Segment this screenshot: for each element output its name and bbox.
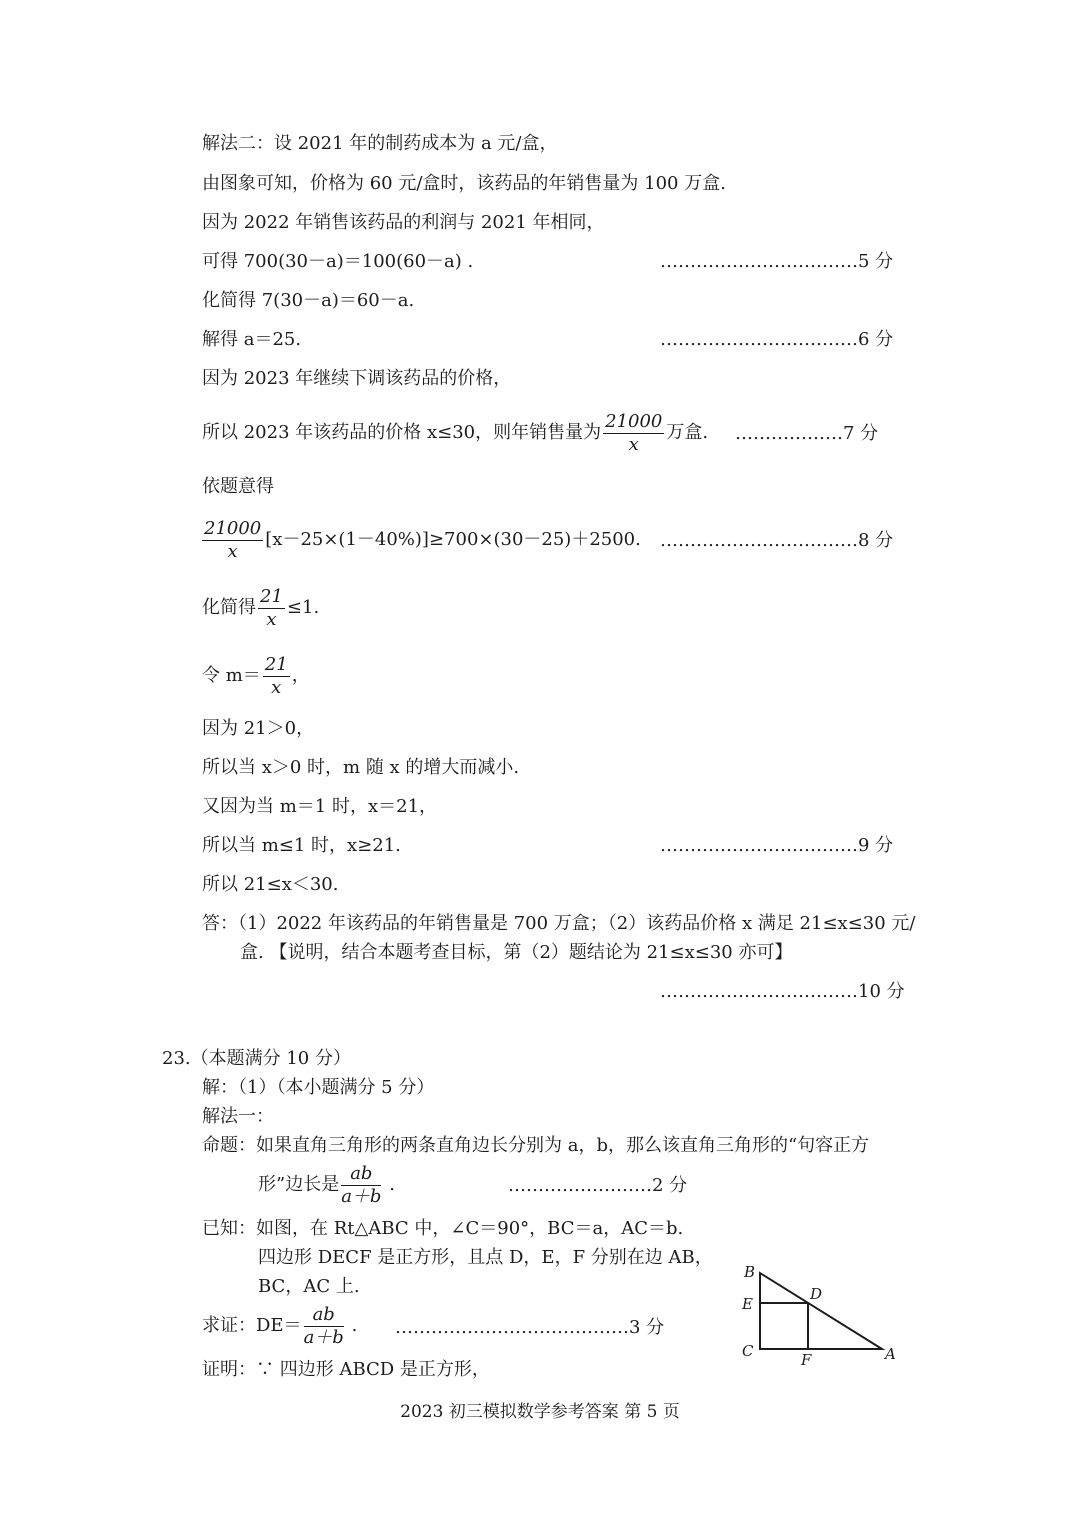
triangle-figure <box>730 1255 910 1375</box>
q23-proposition-2 <box>258 1162 395 1208</box>
m2-line-5: 化简得 7(30－a)＝60－a. <box>202 290 415 311</box>
inequality-fraction <box>202 518 263 563</box>
m2-line-11-text: 化简得 <box>202 597 256 618</box>
m2-line-14: 所以当 x＞0 时，m 随 x 的增大而减小. <box>202 757 520 778</box>
q23-prove-end: . <box>345 1315 358 1336</box>
answer-score-10: ……………………………10 分 <box>660 981 905 1002</box>
m-fraction-num: 21 <box>264 653 288 675</box>
triangle-svg <box>730 1255 910 1370</box>
m2-score-7: ………………7 分 <box>735 423 879 444</box>
label-e: E <box>742 1295 753 1313</box>
sales-fraction-num: 21000 <box>605 410 663 432</box>
m2-line-7: 因为 2023 年继续下调该药品的价格， <box>202 368 512 389</box>
m2-line-11 <box>202 585 319 631</box>
de-fraction-num: ab <box>304 1304 344 1327</box>
sales-fraction <box>603 411 664 456</box>
sales-fraction-den: x <box>628 433 639 455</box>
m2-line-4: 可得 700(30－a)＝100(60－a) . <box>202 251 474 272</box>
label-c: C <box>742 1342 754 1360</box>
q23-prove <box>202 1303 357 1349</box>
q23-header: 23.（本题满分 10 分） <box>162 1048 351 1069</box>
m2-line-10 <box>200 517 641 563</box>
q23-proposition-2-text: 形”边长是 <box>258 1174 340 1195</box>
q23-proposition-1: 命题：如果直角三角形的两条直角边长分别为 a，b，那么该直角三角形的“句容正方 <box>202 1135 870 1156</box>
side-length-fraction-den: a＋b <box>341 1185 382 1207</box>
m2-line-13: 因为 21＞0， <box>202 718 315 739</box>
label-f: F <box>801 1351 812 1369</box>
de-fraction-den: a＋b <box>303 1326 344 1348</box>
m2-line-12-text: 令 m＝ <box>202 665 261 686</box>
m2-line-1: 解法二：设 2021 年的制药成本为 a 元/盒， <box>202 133 558 154</box>
q23-score-2: ……………………2 分 <box>508 1175 688 1196</box>
m-fraction <box>263 654 290 699</box>
answer-line-1: 答：（1）2022 年该药品的年销售量是 700 万盒；（2）该药品价格 x 满足 21≤x≤30 元/ <box>202 913 916 934</box>
q23-prove-text: 求证：DE＝ <box>202 1315 302 1336</box>
q23-known-2: 四边形 DECF 是正方形，且点 D，E，F 分别在边 AB， <box>258 1247 713 1268</box>
label-a: A <box>885 1345 896 1363</box>
m2-line-3: 因为 2022 年销售该药品的利润与 2021 年相同， <box>202 212 605 233</box>
side-length-fraction <box>341 1163 381 1208</box>
label-b: B <box>744 1263 756 1281</box>
simplified-fraction <box>258 586 285 631</box>
m2-line-6: 解得 a＝25. <box>202 329 302 350</box>
m2-line-17: 所以 21≤x＜30. <box>202 874 339 895</box>
square-decf <box>760 1303 808 1349</box>
m2-line-11-rel: ≤1. <box>286 597 320 618</box>
simplified-fraction-den: x <box>266 608 277 630</box>
q23-sub: 解：（1）（本小题满分 5 分） <box>202 1077 435 1098</box>
m2-line-12-comma: ， <box>291 665 310 686</box>
m2-line-8 <box>202 410 708 456</box>
m2-line-16: 所以当 m≤1 时，x≥21. <box>202 835 401 856</box>
q23-score-3: …………………………………3 分 <box>395 1317 665 1338</box>
inequality-fraction-num: 21000 <box>204 517 262 539</box>
q23-known-1: 已知：如图，在 Rt△ABC 中，∠C＝90°，BC＝a，AC＝b. <box>202 1218 684 1239</box>
m2-line-2: 由图象可知，价格为 60 元/盒时，该药品的年销售量为 100 万盒. <box>202 173 726 194</box>
q23-proof: 证明：∵ 四边形 ABCD 是正方形， <box>202 1359 490 1380</box>
simplified-fraction-num: 21 <box>260 585 283 607</box>
m2-line-9: 依题意得 <box>202 476 274 497</box>
m2-score-5: ……………………………5 分 <box>660 251 894 272</box>
m2-line-12 <box>202 653 310 699</box>
inequality-fraction-den: x <box>227 540 238 562</box>
label-d: D <box>810 1285 823 1303</box>
q23-method1: 解法一： <box>202 1106 274 1127</box>
side-length-fraction-num: ab <box>341 1163 381 1186</box>
page-footer: 2023 初三模拟数学参考答案 第 5 页 <box>400 1402 680 1422</box>
m2-line-15: 又因为当 m＝1 时，x＝21， <box>202 796 438 817</box>
m2-line-10-text: [x－25×(1－40%)]≥700×(30－25)＋2500. <box>265 529 641 550</box>
q23-proposition-2-end: . <box>383 1174 395 1195</box>
de-fraction <box>304 1304 344 1349</box>
m-fraction-den: x <box>271 676 282 698</box>
q23-known-3: BC，AC 上. <box>258 1276 360 1297</box>
m2-score-9: ……………………………9 分 <box>660 835 894 856</box>
m2-score-8: ……………………………8 分 <box>660 530 894 551</box>
m2-line-8-text: 所以 2023 年该药品的价格 x≤30，则年销售量为 <box>202 422 602 443</box>
answer-line-2: 盒. 【说明，结合本题考查目标，第（2）题结论为 21≤x≤30 亦可】 <box>240 942 793 963</box>
m2-score-6: ……………………………6 分 <box>660 329 894 350</box>
m2-line-8-unit: 万盒. <box>666 422 709 443</box>
